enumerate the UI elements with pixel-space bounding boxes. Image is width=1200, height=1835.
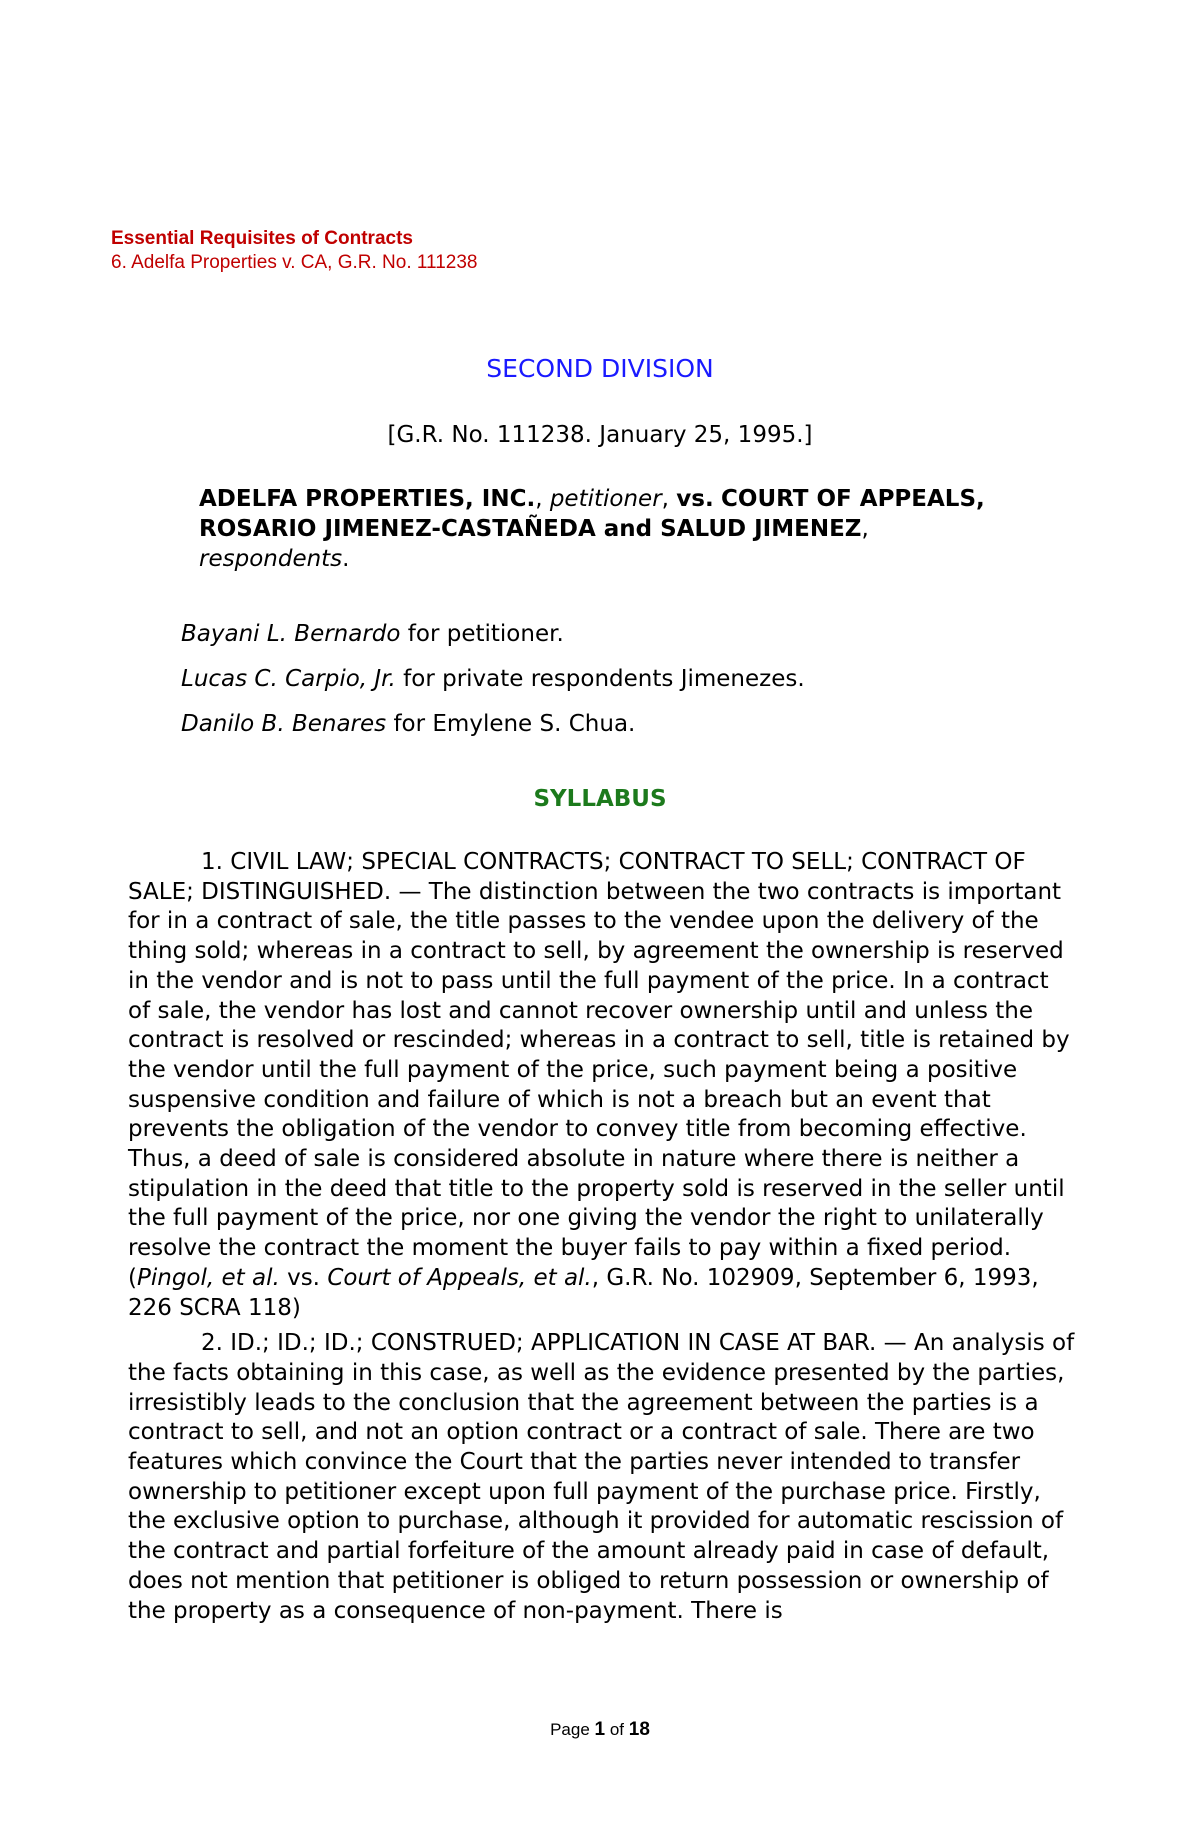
citation-party: Court of Appeals, et al. — [327, 1264, 592, 1291]
case-number: [G.R. No. 111238. January 25, 1995.] — [387, 422, 813, 448]
versus-label: vs. — [676, 486, 714, 512]
of-label: of — [609, 1720, 625, 1739]
respondents-names: COURT OF APPEALS, ROSARIO JIMENEZ-CASTAÑEDA and SALUD JIMENEZ — [199, 486, 985, 542]
counsel-name: Danilo B. Benares — [181, 711, 387, 737]
syllabus-paragraph — [128, 1329, 1078, 1626]
case-parties: ADELFA PROPERTIES, INC., petitioner, vs. COURT OF APPEALS, ROSARIO JIMENEZ-CASTAÑEDA and SALUD JIMENEZ, respondents. — [199, 486, 985, 572]
paragraph-text: 2. ID.; ID.; ID.; CONSTRUED; APPLICATION IN CASE AT BAR. — An analysis of the facts obtaining in this case, as well as the evidence presented by the parties, irresistibly leads to the conclusion that the agreement between the parties is a contract to sell, and not an option contract or a contract of sale. There are two features which convince the Court that the parties never intended to transfer ownership to petitioner except upon full payment of the purchase price. Firstly, the exclusive option to purchase, although it provided for automatic rescission of the contract and partial forfeiture of the amount already paid in case of default, does not mention that petitioner is obliged to return possession or ownership of the property as a consequence of non-payment. There is — [128, 1330, 1075, 1624]
counsel-line — [181, 709, 1081, 739]
citation-party: Pingol, et al. — [136, 1264, 280, 1291]
page-label: Page — [550, 1720, 590, 1739]
document-header — [111, 227, 477, 275]
paragraph-text: 1. CIVIL LAW; SPECIAL CONTRACTS; CONTRACT TO SELL; CONTRACT OF SALE; DISTINGUISHED. — The distinction between the two contracts is important for in a contract of sale, the title passes to the vendee upon the delivery of the thing sold; whereas in a contract to sell, by agreement the ownership is reserved in the vendor and is not to pass until the full payment of the price. In a contract of sale, the vendor has lost and cannot recover ownership until and unless the contract is resolved or rescinded; whereas in a contract to sell, title is retained by the vendor until the full payment of the price, such payment being a positive suspensive condition and failure of which is not a breach but an event that prevents the obligation of the vendor to convey title from becoming effective. Thus, a deed of sale is considered absolute in nature where there is neither a stipulation in the deed that title to the property sold is reserved in the seller until the full payment of the price, nor one giving the vendor the right to unilaterally resolve the contract the moment the buyer fails to pay within a fixed period. ( — [128, 849, 1070, 1291]
syllabus-heading: SYLLABUS — [533, 786, 667, 812]
counsel-name: Lucas C. Carpio, Jr. — [181, 666, 396, 692]
division-heading: SECOND DIVISION — [486, 354, 714, 383]
page-number: 1 — [594, 1719, 606, 1740]
respondents-role: respondents — [199, 546, 343, 572]
page-footer — [0, 1719, 1200, 1741]
counsel-name: Bayani L. Bernardo — [181, 621, 401, 647]
citation-reference: , G.R. No. 102909, September 6, 1993, 226 SCRA 118) — [128, 1264, 1039, 1321]
petitioner-role: petitioner — [549, 486, 662, 512]
citation-vs: vs. — [279, 1264, 328, 1291]
counsel-line — [181, 664, 1081, 694]
petitioner-name: ADELFA PROPERTIES, INC. — [199, 486, 536, 512]
total-pages: 18 — [628, 1719, 650, 1740]
syllabus-body — [128, 848, 1078, 1632]
counsel-line — [181, 619, 1081, 649]
syllabus-paragraph — [128, 848, 1078, 1323]
counsel-for: for private respondents Jimenezes. — [403, 666, 805, 692]
counsel-for: for Emylene S. Chua. — [393, 711, 636, 737]
counsel-for: for petitioner. — [407, 621, 564, 647]
header-subtitle: 6. Adelfa Properties v. CA, G.R. No. 111238 — [111, 252, 478, 273]
header-title: Essential Requisites of Contracts — [111, 228, 413, 249]
